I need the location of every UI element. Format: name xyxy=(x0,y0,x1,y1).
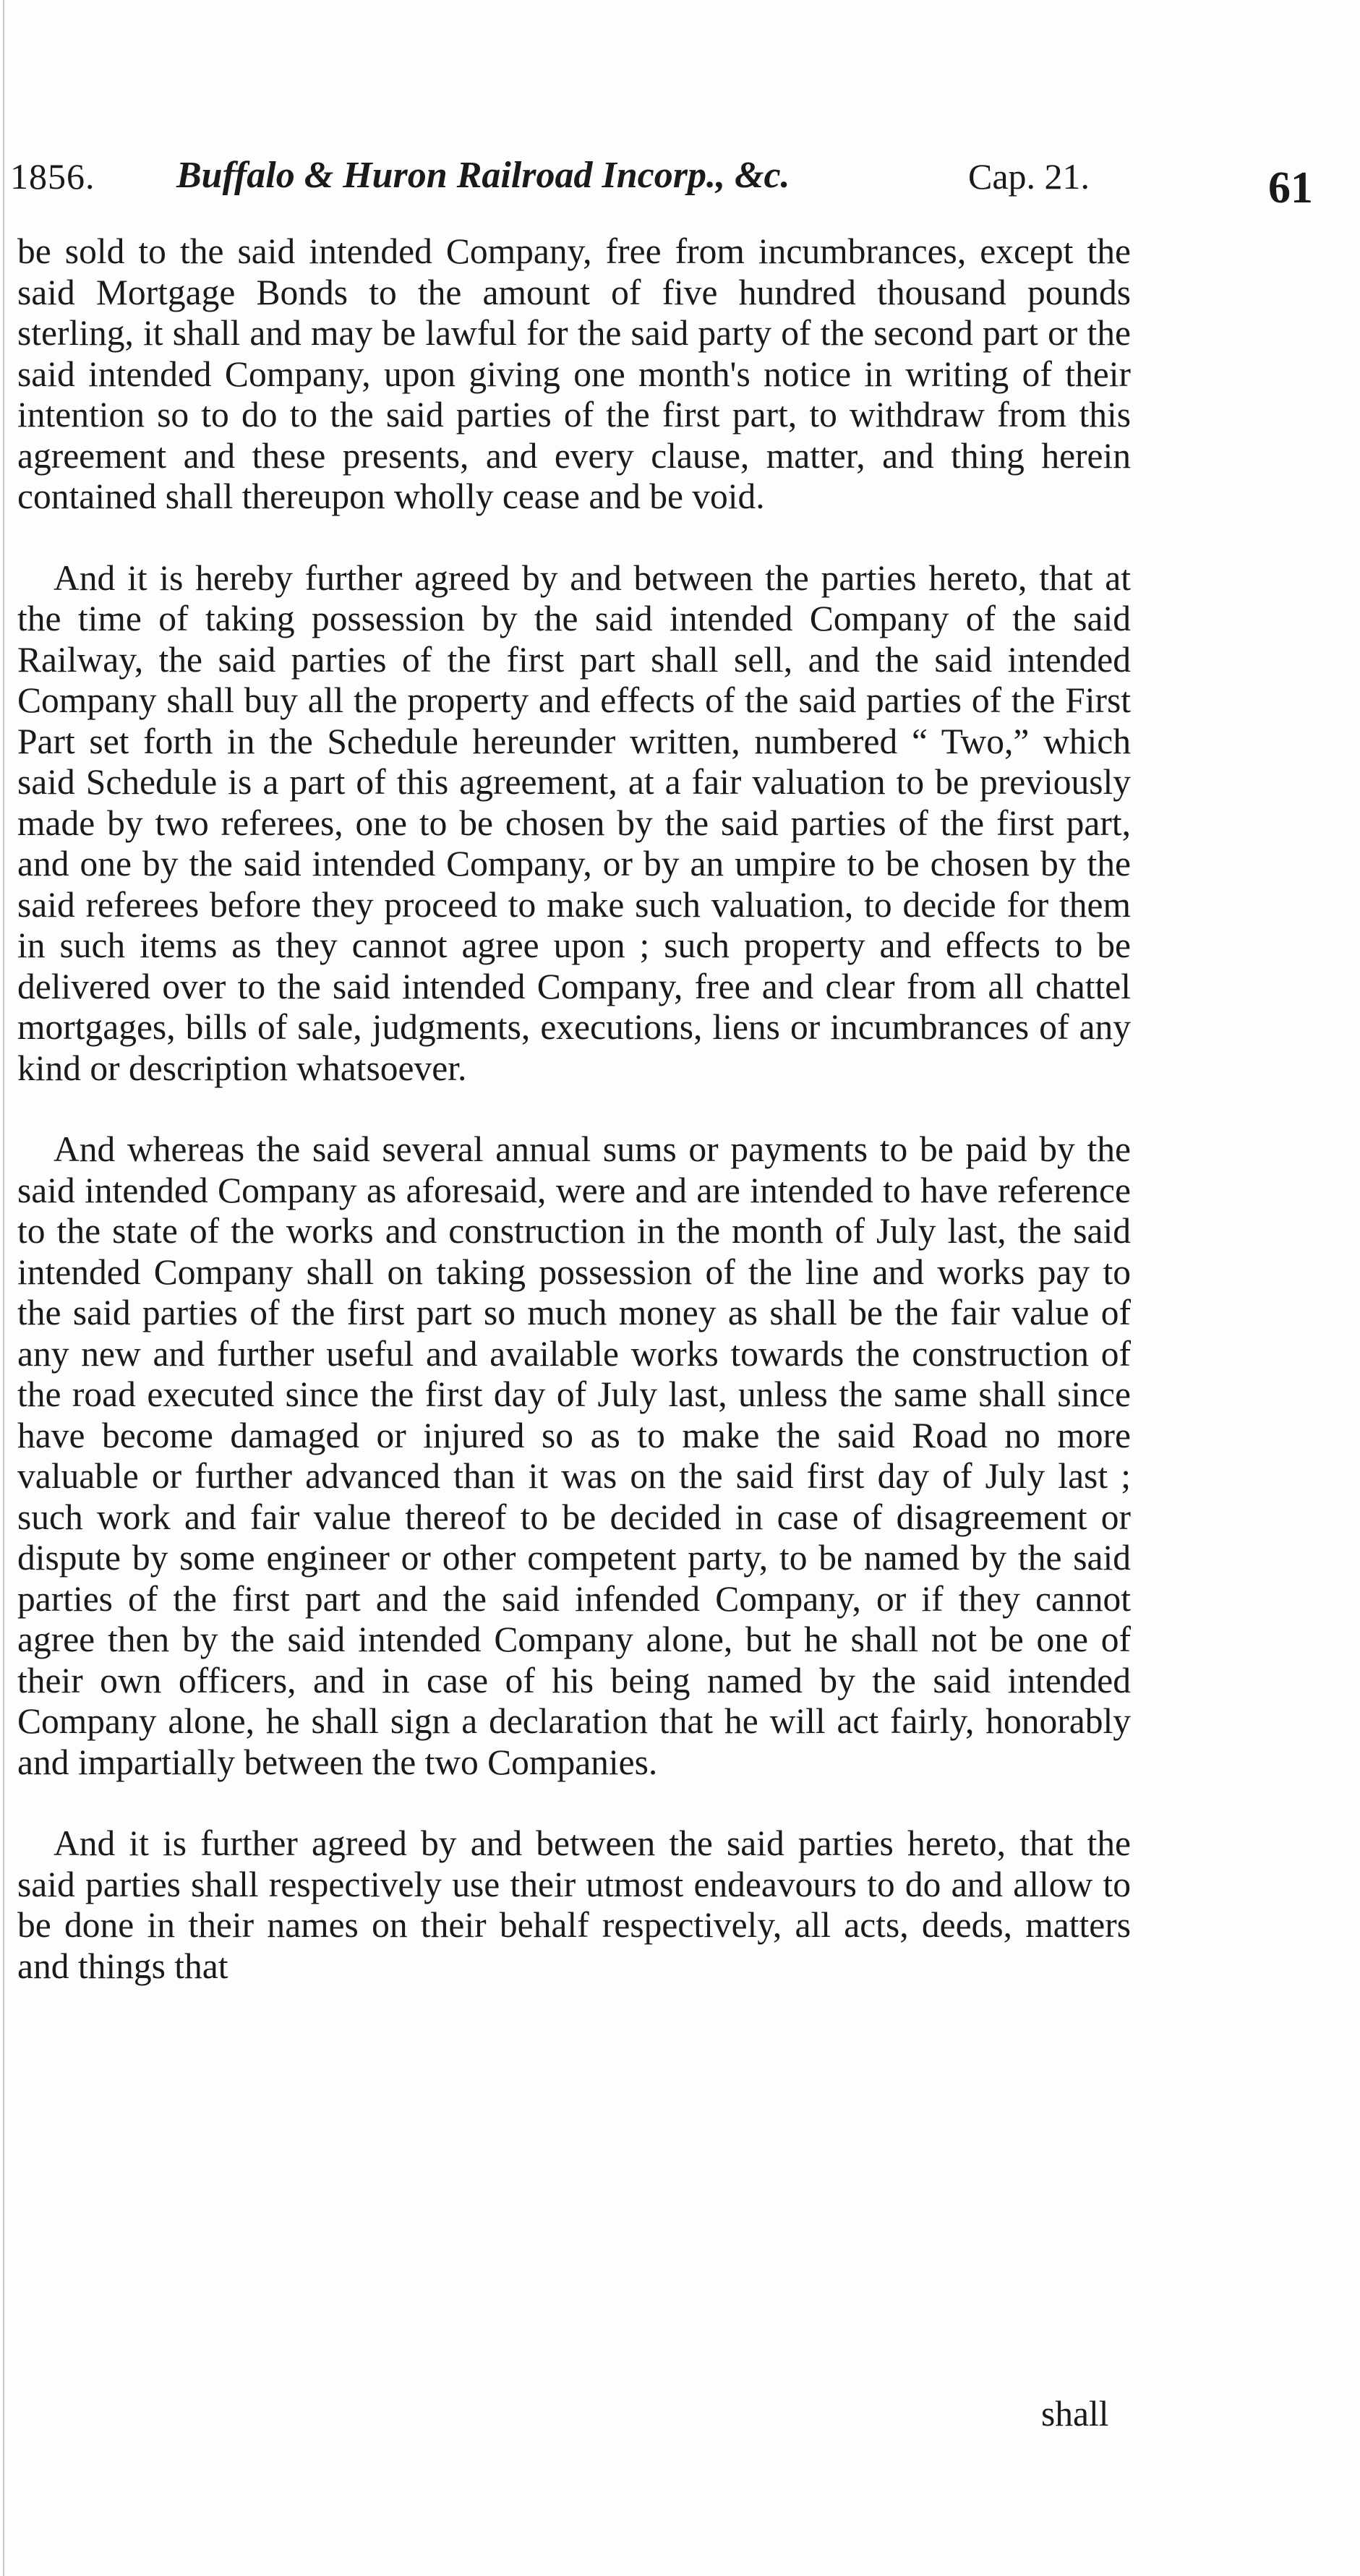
paragraph-2: And it is hereby further agreed by and between the parties hereto, that at the time of taking possession by the said intended Company of the said Railway, the said parties of the first part shall sell, and the said intended Company shall buy all the property and effects of the said parties of the First Part set forth in the Schedule hereunder written, numbered “ Two,” which said Schedule is a part of this agreement, at a fair valuation to be previously made by two referees, one to be chosen by the said parties of the first part, and one by the said intended Company, or by an umpire to be chosen by the said referees before they proceed to make such valuation, to decide for them in such items as they cannot agree upon ; such property and effects to be delivered over to the said intended Company, free and clear from all chattel mortgages, bills of sale, judgments, executions, liens or incumbrances of any kind or description whatsoever. xyxy=(17,557,1131,1088)
body-text xyxy=(17,231,1131,1987)
paragraph-4: And it is further agreed by and between the said parties hereto, that the said parties shall respectively use their utmost endeavours to do and allow to be done in their names on their behalf respectively, all acts, deeds, matters and things that xyxy=(17,1823,1131,1986)
catchword: shall xyxy=(1041,2394,1109,2434)
running-header xyxy=(10,148,1312,213)
header-title: Buffalo & Huron Railroad Incorp., &c. xyxy=(176,155,790,196)
paragraph-3: And whereas the said several annual sums or payments to be paid by the said intended Company as aforesaid, were and are intended to have reference to the state of the works and construction in the month of July last, the said intended Company shall on taking possession of the line and works pay to the said parties of the first part so much money as shall be the fair value of any new and further useful and available works towards the construction of the road executed since the first day of July last, unless the same shall since have become damaged or injured so as to make the said Road no more valuable or further advanced than it was on the said first day of July last ; such work and fair value thereof to be decided in case of disagreement or dispute by some engineer or other competent party, to be named by the said parties of the first part and the said infended Company, or if they cannot agree then by the said intended Company alone, but he shall not be one of their own officers, and in case of his being named by the said intended Company alone, he shall sign a declaration that he will act fairly, honorably and impartially between the two Companies. xyxy=(17,1129,1131,1782)
header-chapter: Cap. 21. xyxy=(968,156,1090,197)
header-year: 1856. xyxy=(10,156,95,197)
page-number: 61 xyxy=(1268,163,1313,213)
paragraph-1: be sold to the said intended Company, free from incumbrances, except the said Mortgage Bonds to the amount of five hundred thousand pounds sterling, it shall and may be lawful for the said party of the second part or the said intended Company, upon giving one month's notice in writing of their intention so to do to the said parties of the first part, to withdraw from this agreement and these presents, and every clause, matter, and thing herein contained shall thereupon wholly cease and be void. xyxy=(17,231,1131,516)
